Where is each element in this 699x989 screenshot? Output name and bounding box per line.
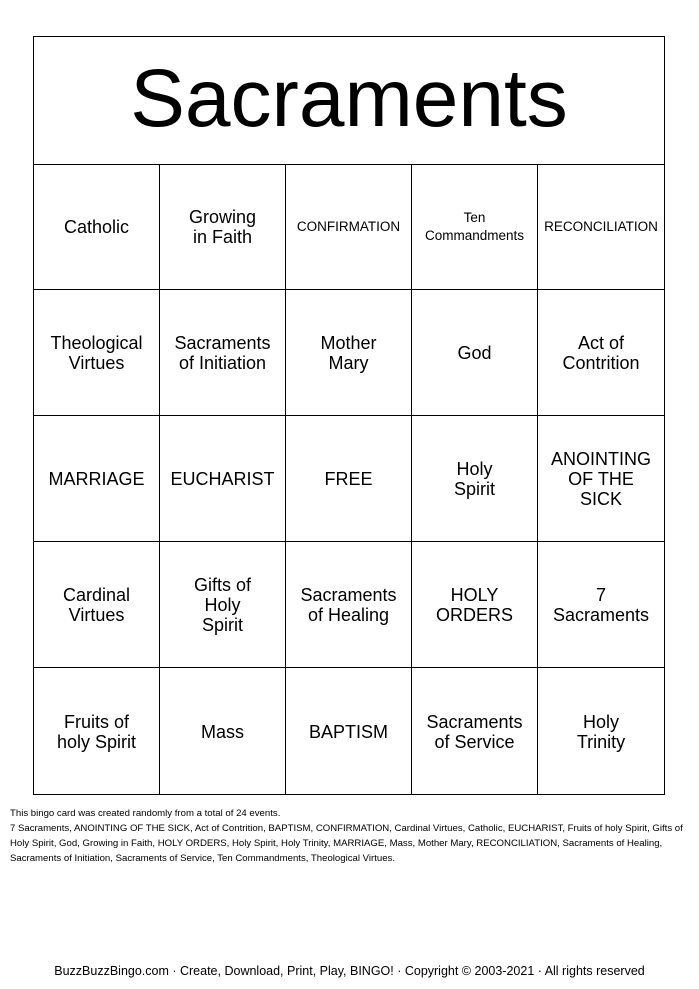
bingo-cell <box>160 542 286 668</box>
bingo-cell <box>412 416 538 542</box>
bingo-cell <box>34 542 160 668</box>
bingo-cell-label: BAPTISM <box>308 721 388 742</box>
bingo-cell-label: 7 Sacraments <box>552 584 650 625</box>
bingo-cell-label: Ten Commandments <box>424 209 525 243</box>
bingo-cell <box>286 290 412 416</box>
bingo-cell <box>538 668 664 795</box>
bingo-cell-label: EUCHARIST <box>170 468 275 489</box>
bingo-cell-label: Catholic <box>63 216 130 237</box>
created-note: This bingo card was created randomly from a total of 24 events. <box>10 808 281 819</box>
bingo-cell-label: Theological Virtues <box>50 332 143 373</box>
bingo-cell-label: ANOINTING OF THE SICK <box>550 448 651 509</box>
bingo-card <box>33 36 665 795</box>
card-info <box>10 806 690 866</box>
bingo-cell-label: Gifts of Holy Spirit <box>193 574 251 635</box>
bingo-cell-label: Mother Mary <box>320 332 377 373</box>
bingo-cell <box>538 164 664 290</box>
bingo-cell-label: Fruits of holy Spirit <box>56 711 137 752</box>
bingo-cell <box>160 290 286 416</box>
bingo-cell <box>412 542 538 668</box>
bingo-cell-label: God <box>457 342 492 363</box>
bingo-cell-label: HOLY ORDERS <box>435 584 513 625</box>
bingo-cell <box>286 416 412 542</box>
bingo-cell-label: CONFIRMATION <box>296 218 401 234</box>
bingo-cell <box>34 416 160 542</box>
bingo-cell-label: Cardinal Virtues <box>62 584 131 625</box>
bingo-cell-label: MARRIAGE <box>48 468 145 489</box>
bingo-cell <box>286 542 412 668</box>
bingo-cell <box>538 542 664 668</box>
bingo-cell <box>34 668 160 795</box>
bingo-cell <box>538 290 664 416</box>
bingo-grid <box>34 164 664 795</box>
bingo-cell-label: Act of Contrition <box>562 332 640 373</box>
bingo-cell <box>286 164 412 290</box>
title-header <box>34 37 664 165</box>
bingo-cell-label: Sacraments of Initiation <box>174 332 271 373</box>
bingo-cell <box>34 164 160 290</box>
card-title: Sacraments <box>130 52 568 144</box>
bingo-cell-label: Holy Spirit <box>453 458 495 499</box>
bingo-cell <box>412 164 538 290</box>
events-list: 7 Sacraments, ANOINTING OF THE SICK, Act of Contrition, BAPTISM, CONFIRMATION, Cardinal Virtues, Catholic, EUCHARIST, Fruits of holy Spirit, Gifts of Holy Spirit, God, Growing in Faith, HOLY ORDERS, Holy Spirit, Holy Trinity, MARRIAGE, Mass, Mother Mary, RECONCILIATION, Sacraments of Healing, Sacraments of Initiation, Sacraments of Service, Ten Commandments, Theological Virtues. <box>10 823 683 864</box>
bingo-cell <box>160 416 286 542</box>
bingo-cell <box>160 164 286 290</box>
bingo-cell-label: Sacraments of Service <box>426 711 523 752</box>
footer-copyright: BuzzBuzzBingo.com · Create, Download, Print, Play, BINGO! · Copyright © 2003-2021 · All rights reserved <box>54 964 645 978</box>
bingo-cell-label: Holy Trinity <box>576 711 626 752</box>
bingo-cell <box>160 668 286 795</box>
bingo-cell <box>286 668 412 795</box>
bingo-cell-label: Sacraments of Healing <box>300 584 397 625</box>
bingo-cell-label: FREE <box>324 468 373 489</box>
bingo-cell-label: Mass <box>200 721 244 742</box>
bingo-cell <box>34 290 160 416</box>
bingo-cell <box>412 668 538 795</box>
bingo-cell <box>538 416 664 542</box>
bingo-cell-label: RECONCILIATION <box>544 218 658 234</box>
bingo-cell <box>412 290 538 416</box>
bingo-cell-label: Growing in Faith <box>188 206 257 247</box>
